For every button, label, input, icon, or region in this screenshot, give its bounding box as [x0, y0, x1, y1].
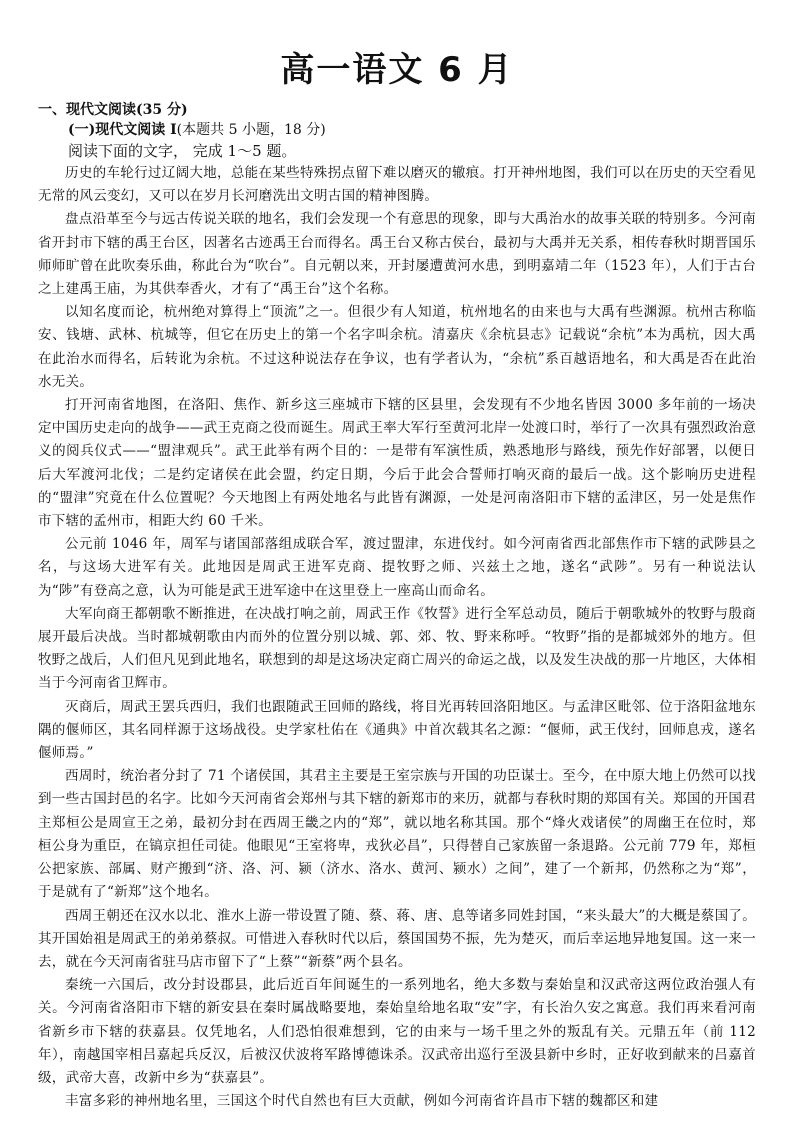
document-title: 高一语文 6 月	[280, 50, 514, 90]
paragraph: 历史的车轮行过辽阔大地，总能在某些特殊拐点留下难以磨灭的辙痕。打开神州地图，我们可以在历史的天空看见无常的风云变幻，又可以在岁月长河磨洗出文明古国的精神图腾。	[38, 165, 756, 205]
paragraph: 西周王朝还在汉水以北、淮水上游一带设置了随、蔡、蒋、唐、息等诸多同姓封国，“来头最大”的大概是蔡国了。其开国始祖是周武王的弟弟蔡叔。可惜进入春秋时代以后，蔡国国势不振，先为楚灭，而后幸运地异地复国。这一来一去，就在今天河南省驻马店市留下了“上蔡”“新蔡”两个县名。	[38, 907, 756, 970]
paragraph: 丰富多彩的神州地名里，三国这个时代自然也有巨大贡献，例如今河南省许昌市下辖的魏都区和建	[65, 1093, 659, 1110]
paragraph: 盘点沿革至今与远古传说关联的地名，我们会发现一个有意思的现象，即与大禹治水的故事关联的特别多。今河南省开封市下辖的禹王台区，因著名古迹禹王台而得名。禹王台又称古侯台，最初与大禹并无关系，相传春秋时期晋国乐师师旷曾在此吹奏乐曲，称此台为“吹台”。自元朝以来，开封屡遭黄河水患，到明嘉靖二年（1523 年），人们于古台之上建禹王庙，为其供奉香火，才有了“禹王台”这个名称。	[38, 211, 756, 298]
reading-passage	[38, 162, 756, 1113]
paragraph: 秦统一六国后，改分封设郡县，此后近百年间诞生的一系列地名，绝大多数与秦始皇和汉武帝这两位政治强人有关。今河南省洛阳市下辖的新安县在秦时属战略要地，秦始皇给地名取“安”字，有长治久安之寓意。我们再来看河南省新乡市下辖的获嘉县。仅凭地名，人们恐怕很难想到，它的由来与一场千里之外的叛乱有关。元鼎五年（前 112 年），南越国宰相吕嘉起兵反汉，后被汉伏波将军路博德诛杀。汉武帝出巡行至汲县新中乡时，正好收到献来的吕嘉首级，武帝大喜，改新中乡为“获嘉县”。	[38, 977, 756, 1086]
reading-instruction: 阅读下面的文字， 完成 1～5 题。	[68, 142, 297, 160]
document-page	[38, 48, 756, 1113]
paragraph: 公元前 1046 年，周军与诸国部落组成联合军，渡过盟津，东进伐纣。如今河南省西北部焦作市下辖的武陟县之名，与这场大进军有关。此地因是周武王进军克商、提牧野之师、兴兹土之地，遂名“武陟”。另有一种说法认为“陟”有登高之意，认为可能是武王进军途中在这里登上一座高山而命名。	[38, 536, 756, 599]
paragraph: 大军向商王都朝歌不断推进，在决战打响之前，周武王作《牧誓》进行全军总动员，随后于朝歌城外的牧野与殷商展开最后决战。当时都城朝歌由内而外的位置分别以城、郭、郊、牧、野来称呼。“牧野”指的是都城郊外的地方。但牧野之战后，人们但凡见到此地名，联想到的却是这场决定商亡周兴的命运之战，以及发生决战的那一片地区，大体相当于今河南省卫辉市。	[38, 605, 756, 692]
paragraph: 以知名度而论，杭州绝对算得上“顶流”之一。但很少有人知道，杭州地名的由来也与大禹有些渊源。杭州古称临安、钱塘、武林、杭城等，但它在历史上的第一个名字叫余杭。清嘉庆《余杭县志》记载说“余杭”本为禹杭，因大禹在此治水而得名，后转讹为余杭。不过这种说法存在争议，也有学者认为，“余杭”系百越语地名，和大禹是否在此治水无关。	[38, 304, 756, 390]
subsection-note: (本题共 5 小题，18 分)	[176, 122, 326, 138]
subsection-title: (一)现代文阅读 I	[68, 122, 177, 138]
paragraph: 灭商后，周武王罢兵西归，我们也跟随武王回师的路线，将目光再转回洛阳地区。与孟津区毗邻、位于洛阳盆地东隅的偃师区，其名同样源于这场战役。史学家杜佑在《通典》中首次载其名之源：“偃师，武王伐纣，回师息戎，遂名偃师焉。”	[38, 698, 756, 762]
paragraph: 打开河南省地图，在洛阳、焦作、新乡这三座城市下辖的区县里，会发现有不少地名皆因 3000 多年前的一场决定中国历史走向的战争——武王克商之役而诞生。周武王率大军行至黄河北岸一处渡口时，举行了一次具有强烈政治意义的阅兵仪式——“盟津观兵”。武王此举有两个目的：一是带有军演性质，熟悉地形与路线，预先作好部署，以便日后大军渡河北伐；二是约定诸侯在此会盟，约定日期，今后于此会合誓师打响灭商的最后一战。这个影响历史进程的“盟津”究竟在什么位置呢？今天地图上有两处地名与此皆有渊源，一处是河南洛阳市下辖的孟津区，另一处是焦作市下辖的孟州市，相距大约 60 千米。	[38, 397, 756, 530]
section-heading: 一、现代文阅读(35 分)	[38, 102, 188, 118]
subsection-heading	[68, 120, 756, 140]
paragraph: 西周时，统治者分封了 71 个诸侯国，其君主主要是王室宗族与开国的功臣谋士。至今，在中原大地上仍然可以找到一些古国封邑的名字。比如今天河南省会郑州与其下辖的新郑市的来历，就都与春秋时期的郑国有关。郑国的开国君主郑桓公是周宣王之弟，最初分封在西周王畿之内的“郑”，就以地名称其国。那个“烽火戏诸侯”的周幽王在位时，郑桓公身为重臣，在镐京担任司徒。他眼见“王室将卑，戎狄必昌”，只得替自己家族留一条退路。公元前 779 年，郑桓公把家族、部属、财产搬到“济、洛、河、颍（济水、洛水、黄河、颍水）之间”，建了一个新邦，仍然称之为“郑”，于是就有了“新郑”这个地名。	[38, 768, 756, 901]
